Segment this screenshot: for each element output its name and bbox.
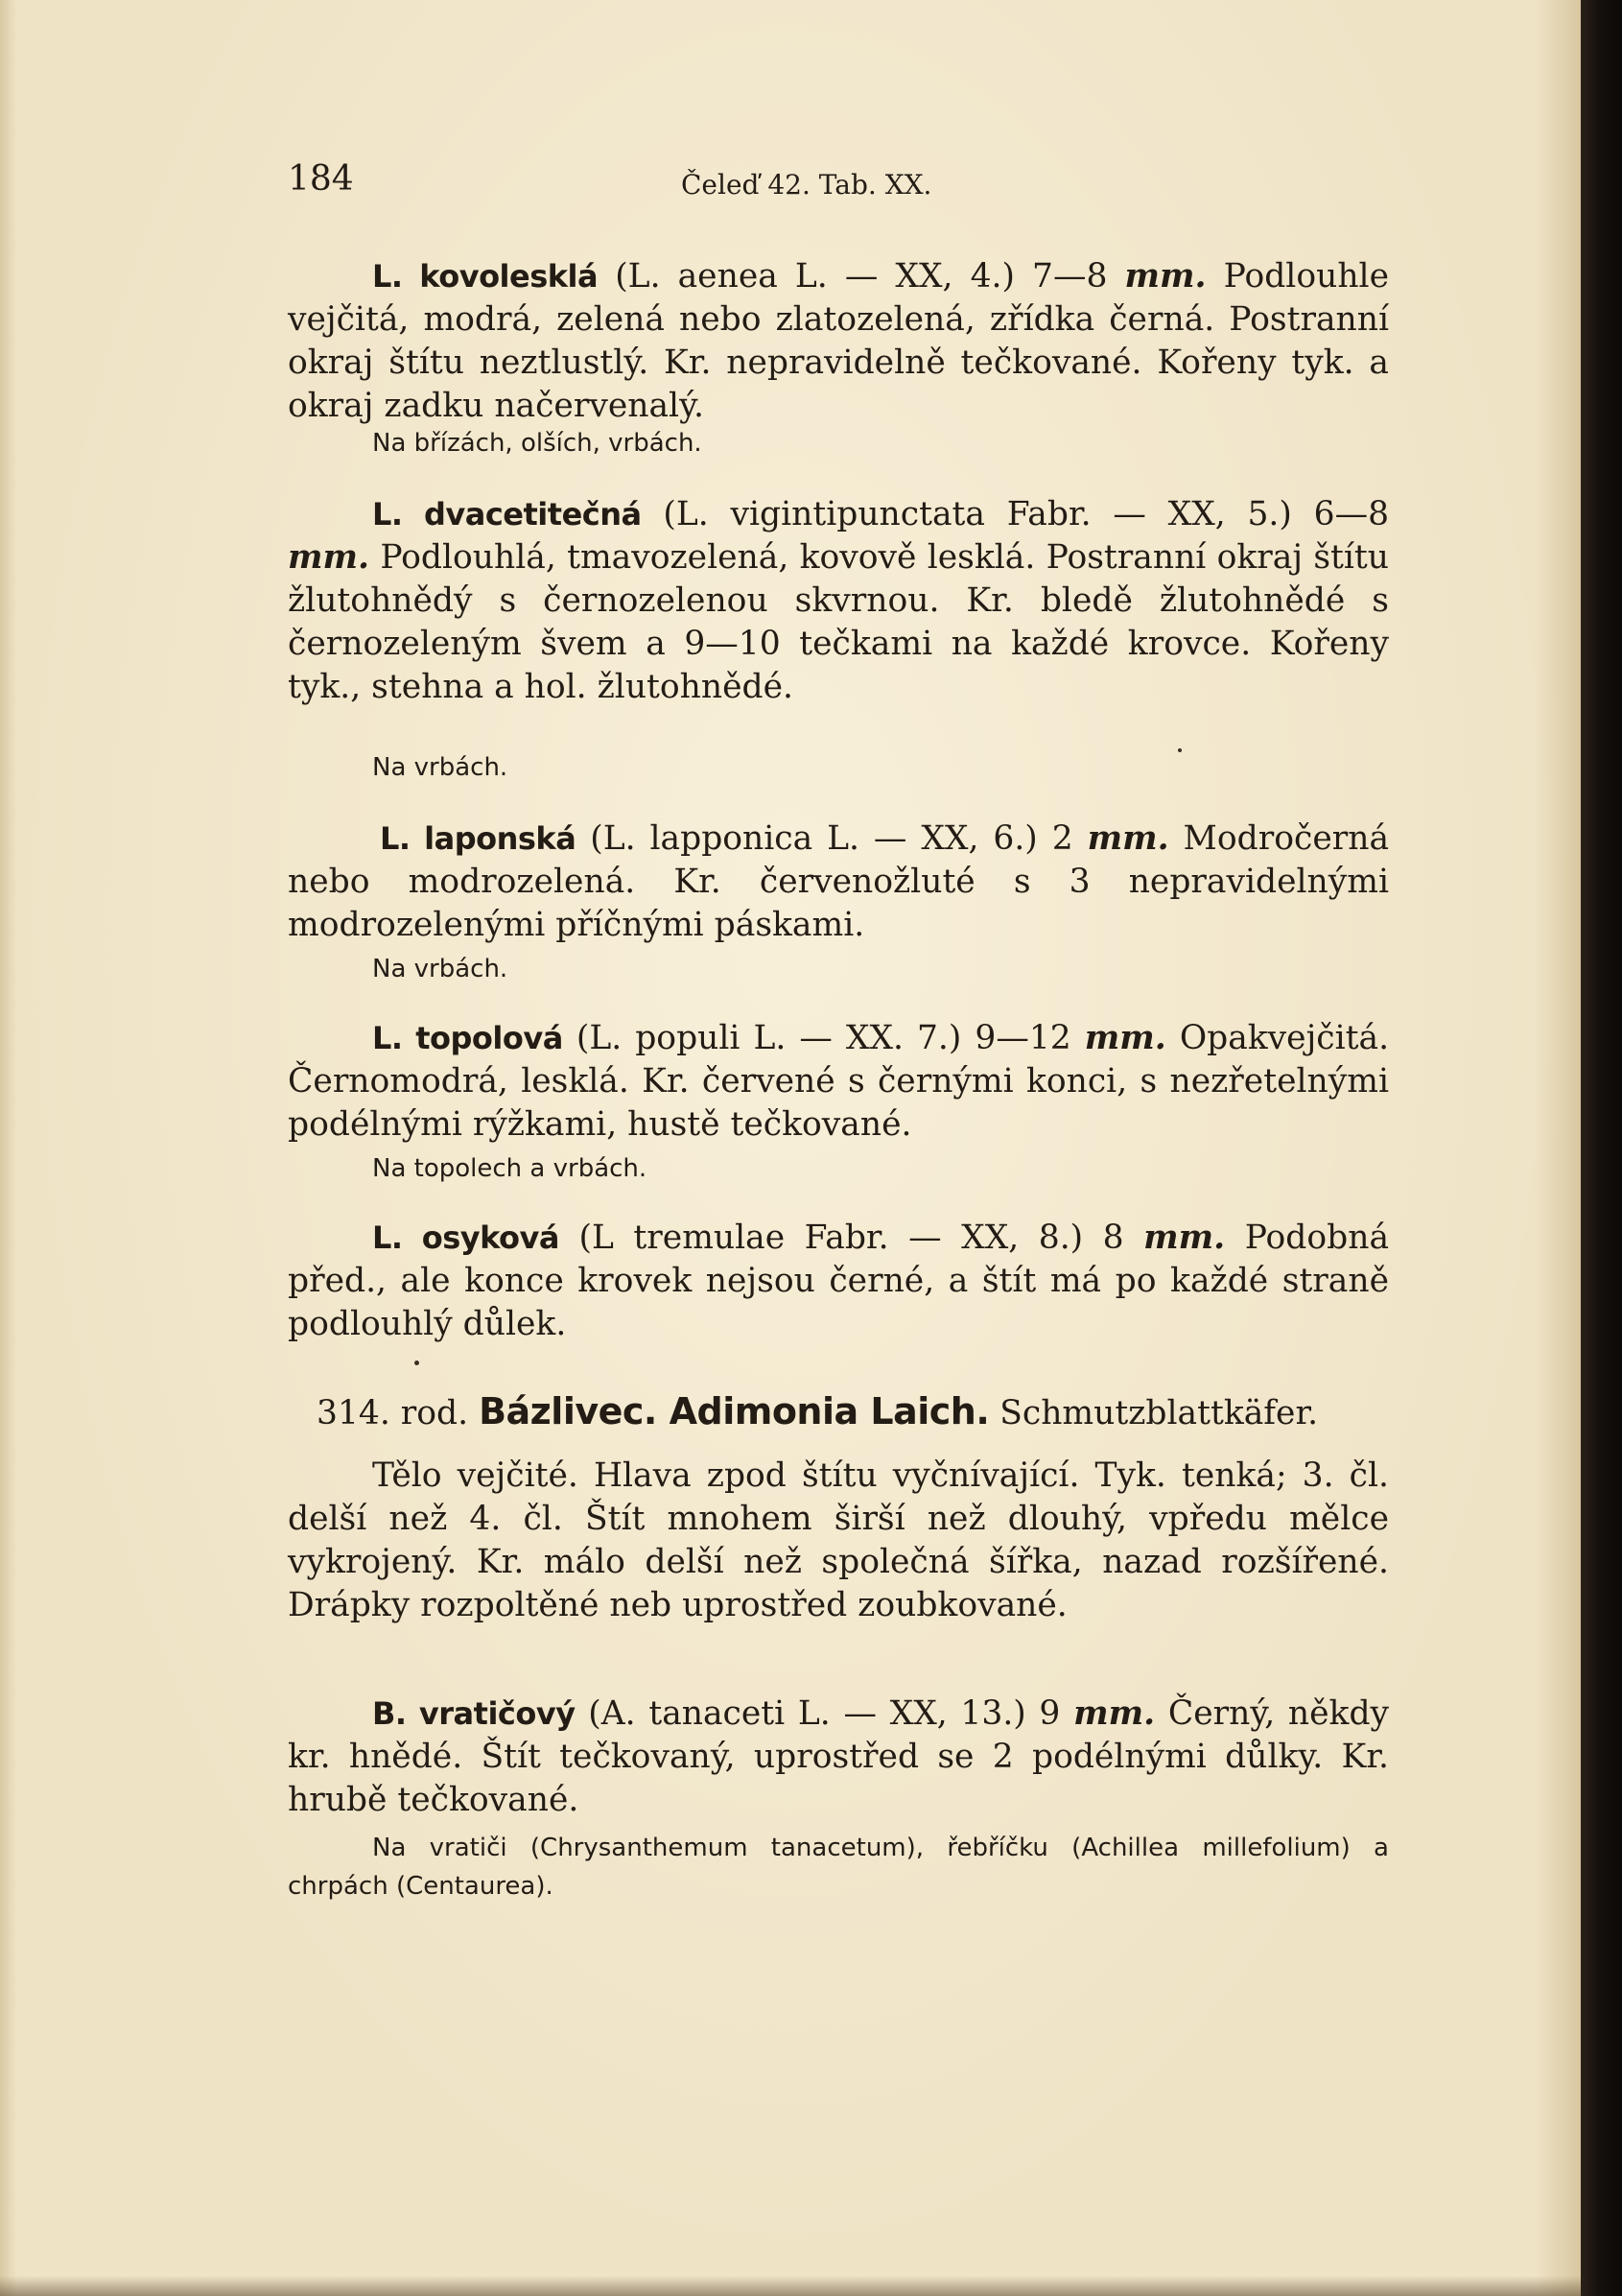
unit-mm: mm. (288, 538, 370, 577)
species-name: L. dvacetitečná (372, 496, 642, 533)
genus-german-name: Schmutzblattkäfer. (999, 1394, 1319, 1432)
entry-laponska (288, 817, 1389, 947)
print-speck (414, 1361, 419, 1365)
unit-mm: mm. (1087, 819, 1169, 858)
genus-name: Bázlivec. Adimonia Laich. (479, 1390, 990, 1432)
entry-vraticovy (288, 1692, 1389, 1822)
entry-text (288, 1692, 1389, 1822)
entry-description: Opakvejčitá. Černomodrá, lesklá. Kr. červené s černými konci, s nezřetelnými podélnými rýžkami, hustě tečkované. (288, 1019, 1390, 1144)
print-speck (1178, 748, 1182, 752)
entry-description: Podlouhle vejčitá, modrá, zelená nebo zlatozelená, zřídka černá. Postranní okraj štítu neztlustlý. Kr. nepravidelně tečkované. Kořeny tyk. a okraj zadku načervenalý. (288, 257, 1389, 425)
running-title: Čeleď 42. Tab. XX. (681, 169, 932, 201)
entry-citation: (L. populi L. — XX. 7.) 9—12 (576, 1019, 1071, 1057)
page-header (288, 159, 1389, 207)
entry-citation: (L. vigintipunctata Fabr. — XX, 5.) 6—8 (663, 495, 1390, 533)
species-name: L. osyková (372, 1219, 559, 1256)
entry-citation: (A. tanaceti L. — XX, 13.) 9 (588, 1694, 1061, 1733)
habitat-note-text: Na vratiči (Chrysanthemum tanacetum), řebříčku (Achillea millefolium) a chrpách (Centaurea). (288, 1834, 1389, 1901)
genus-description (288, 1455, 1389, 1627)
habitat-note (288, 1829, 1389, 1905)
unit-mm: mm. (1073, 1694, 1156, 1733)
unit-mm: mm. (1124, 257, 1207, 296)
entry-description: Podlouhlá, tmavozelená, kovově lesklá. Postranní okraj štítu žlutohnědý s černozelenou skvrnou. Kr. bledě žlutohnědé s černozeleným švem a 9—10 tečkami na každé krovce. Kořeny tyk., stehna a hol. žlutohnědé. (288, 538, 1390, 706)
entry-text (288, 1017, 1389, 1147)
book-spine (1581, 0, 1622, 2296)
entry-citation: (L. aenea L. — XX, 4.) 7—8 (615, 257, 1108, 296)
entry-citation: (L tremulae Fabr. — XX, 8.) 8 (578, 1219, 1124, 1257)
entry-topolova (288, 1017, 1389, 1147)
entry-text (288, 817, 1389, 947)
unit-mm: mm. (1143, 1219, 1226, 1257)
genus-prefix: 314. rod. (317, 1394, 469, 1432)
entry-osykova (288, 1217, 1389, 1346)
habitat-note: Na topolech a vrbách. (372, 1154, 647, 1183)
genus-description-text: Tělo vejčité. Hlava zpod štítu vyčnívající. Tyk. tenká; 3. čl. delší než 4. čl. Štít mnohem širší než dlouhý, vpředu mělce vykrojený. Kr. málo delší než společná šířka, nazad rozšířené. Drápky rozpoltěné neb uprostřed zoubkované. (288, 1456, 1389, 1624)
entry-kovoleskla (288, 255, 1389, 428)
entry-citation: (L. lapponica L. — XX, 6.) 2 (590, 819, 1073, 858)
habitat-note: Na vrbách. (372, 955, 508, 983)
habitat-note: Na břízách, olších, vrbách. (372, 429, 702, 458)
habitat-note: Na vrbách. (372, 753, 508, 782)
page-bottom-shadow (0, 2276, 1581, 2296)
entry-description: Černý, někdy kr. hnědé. Štít tečkovaný, uprostřed se 2 podélnými důlky. Kr. hrubě tečkované. (288, 1694, 1390, 1819)
species-name: L. kovolesklá (372, 258, 599, 295)
entry-dvacetitecna (288, 493, 1389, 709)
unit-mm: mm. (1084, 1019, 1166, 1057)
species-name: L. laponská (380, 820, 576, 857)
entry-description: Podobná před., ale konce krovek nejsou černé, a štít má po každé straně podlouhlý důlek. (288, 1219, 1390, 1343)
page-number: 184 (288, 159, 354, 199)
species-name: L. topolová (372, 1020, 563, 1056)
species-name: B. vratičový (372, 1695, 576, 1732)
entry-text (288, 493, 1389, 709)
genus-heading (317, 1387, 1389, 1437)
entry-text (288, 255, 1389, 428)
entry-description: Modročerná nebo modrozelená. Kr. červenožluté s 3 nepravidelnými modrozelenými příčnými páskami. (288, 819, 1390, 944)
entry-text (288, 1217, 1389, 1346)
